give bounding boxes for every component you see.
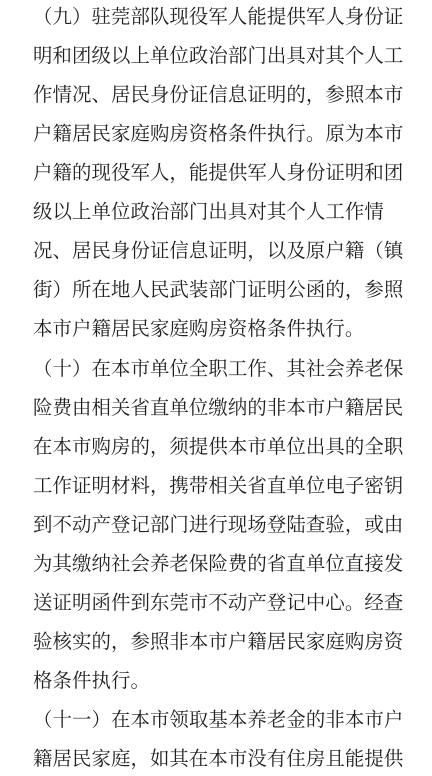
text-line: 在本市购房的，须提供本市单位出具的全职 bbox=[33, 435, 404, 458]
text-line: 级以上单位政治部门出具对其个人工作情 bbox=[33, 200, 384, 223]
text-line: （十）在本市单位全职工作、其社会养老保 bbox=[33, 357, 404, 380]
text-line: 作情况、居民身份证信息证明的，参照本市 bbox=[33, 83, 404, 106]
text-line: 户籍居民家庭购房资格条件执行。原为本市 bbox=[33, 122, 404, 145]
text-line: 明和团级以上单位政治部门出具对其个人工 bbox=[33, 44, 404, 67]
text-line: 本市户籍居民家庭购房资格条件执行。 bbox=[33, 317, 365, 340]
text-line: 籍居民家庭，如其在本市没有住房且能提供 bbox=[33, 747, 404, 770]
text-line: 况、居民身份证信息证明，以及原户籍（镇 bbox=[33, 239, 404, 262]
text-line: 为其缴纳社会养老保险费的省直单位直接发 bbox=[33, 552, 404, 575]
text-line: 工作证明材料，携带相关省直单位电子密钥 bbox=[33, 474, 404, 497]
text-line: （九）驻莞部队现役军人能提供军人身份证 bbox=[33, 5, 404, 28]
text-line: 送证明函件到东莞市不动产登记中心。经查 bbox=[33, 591, 404, 614]
text-line: 户籍的现役军人，能提供军人身份证明和团 bbox=[33, 161, 404, 184]
text-line: 险费由相关省直单位缴纳的非本市户籍居民 bbox=[33, 396, 404, 419]
text-line: 验核实的，参照非本市户籍居民家庭购房资 bbox=[33, 630, 404, 653]
text-line: 到不动产登记部门进行现场登陆查验，或由 bbox=[33, 513, 404, 536]
text-line: （十一）在本市领取基本养老金的非本市户 bbox=[33, 708, 404, 731]
text-line: 街）所在地人民武装部门证明公函的，参照 bbox=[33, 278, 404, 301]
text-line: 格条件执行。 bbox=[33, 669, 150, 692]
